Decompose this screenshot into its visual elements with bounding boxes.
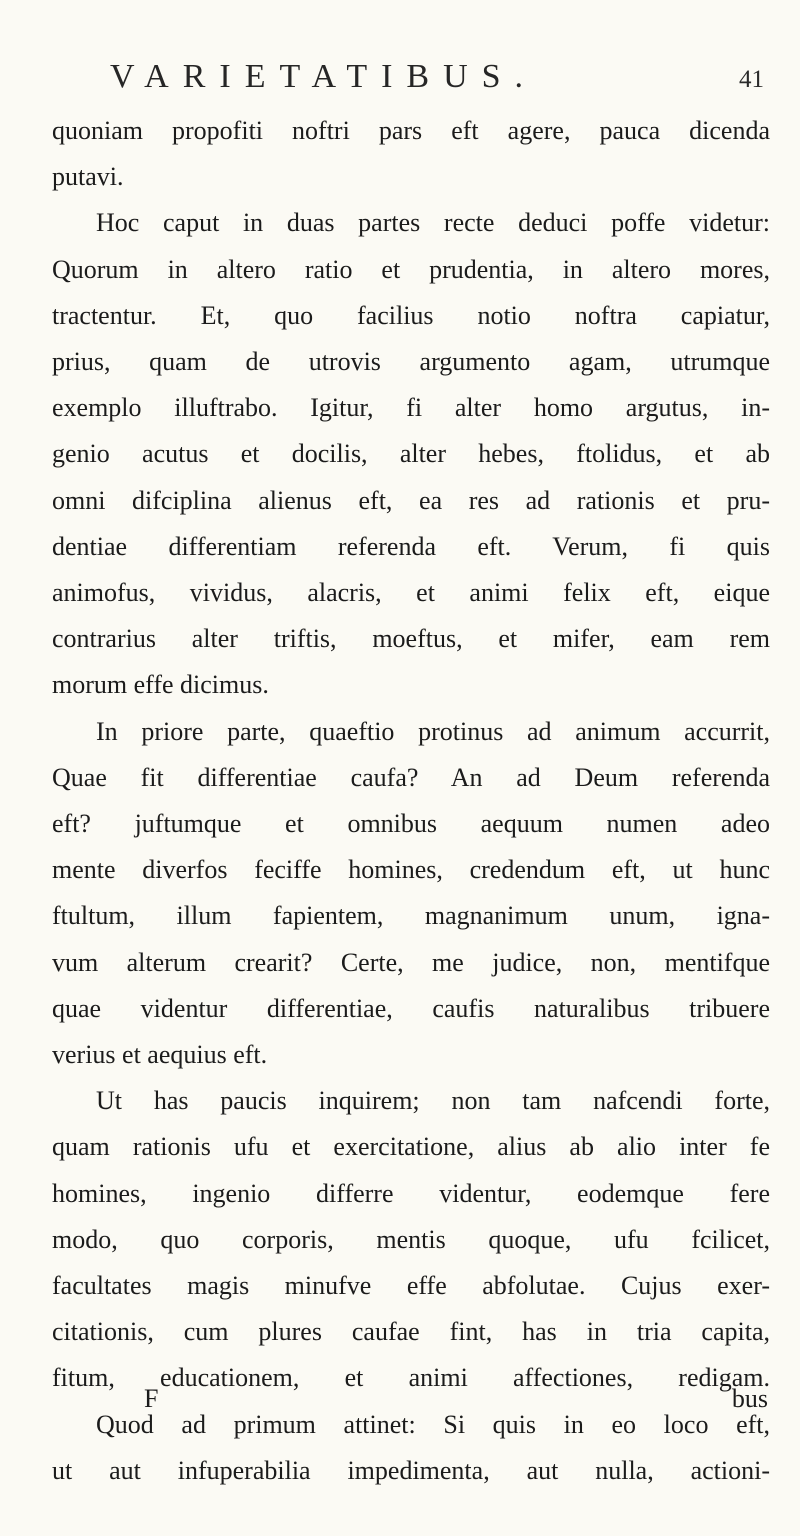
page-number: 41 xyxy=(739,66,764,93)
signature-mark: F xyxy=(144,1384,159,1413)
text-line: ftultum, illum fapientem, magnanimum unum, igna- xyxy=(52,901,770,931)
page-header xyxy=(52,54,770,104)
catchword: bus xyxy=(731,1384,768,1413)
text-line: quae videntur differentiae, caufis naturalibus tribuere xyxy=(52,993,770,1023)
text-line: omni difciplina alienus eft, ea res ad rationis et pru- xyxy=(52,485,770,515)
text-line: quam rationis ufu et exercitatione, alius ab alio inter fe xyxy=(52,1132,770,1162)
text-line: mente diverfos feciffe homines, credendum eft, ut hunc xyxy=(52,855,770,885)
text-line: vum alterum crearit? Certe, me judice, non, mentifque xyxy=(52,947,770,977)
page-footer xyxy=(52,1384,770,1424)
text-line: exemplo illuftrabo. Igitur, fi alter homo argutus, in- xyxy=(52,393,770,423)
text-line: ut aut infuperabilia impedimenta, aut nulla, actioni- xyxy=(52,1455,770,1485)
text-line: modo, quo corporis, mentis quoque, ufu fcilicet, xyxy=(52,1224,770,1254)
text-line: homines, ingenio differre videntur, eodemque fere xyxy=(52,1178,770,1208)
text-line: contrarius alter triftis, moeftus, et mifer, eam rem xyxy=(52,624,770,654)
text-line: facultates magis minufve effe abfolutae. Cujus exer- xyxy=(52,1271,770,1301)
text-line: Quae fit differentiae caufa? An ad Deum referenda xyxy=(52,762,770,792)
text-line: Quorum in altero ratio et prudentia, in altero mores, xyxy=(52,254,770,284)
text-line: Quod ad primum attinet: Si quis in eo loco eft, xyxy=(96,1409,770,1439)
text-line: citationis, cum plures caufae fint, has in tria capita, xyxy=(52,1317,770,1347)
text-line: quoniam propofiti noftri pars eft agere, pauca dicenda xyxy=(52,116,770,145)
running-title: VARIETATIBUS. xyxy=(110,58,538,95)
text-line: prius, quam de utrovis argumento agam, utrumque xyxy=(52,347,770,377)
text-line: morum effe dicimus. xyxy=(52,670,269,700)
text-line: animofus, vividus, alacris, et animi felix eft, eique xyxy=(52,578,770,608)
text-line: dentiae differentiam referenda eft. Verum, fi quis xyxy=(52,531,770,561)
text-line: putavi. xyxy=(52,162,124,192)
text-line: Hoc caput in duas partes recte deduci poffe videtur: xyxy=(96,208,770,238)
text-line: verius et aequius eft. xyxy=(52,1040,268,1070)
text-line: fitum, educationem, et animi affectiones, redigam. xyxy=(52,1363,770,1393)
body-text xyxy=(52,108,770,1494)
text-line: In priore parte, quaeftio protinus ad animum accurrit, xyxy=(96,716,770,746)
text-line: genio acutus et docilis, alter hebes, ftolidus, et ab xyxy=(52,439,770,469)
text-line: Ut has paucis inquirem; non tam nafcendi forte, xyxy=(96,1086,770,1116)
text-line: tractentur. Et, quo facilius notio noftra capiatur, xyxy=(52,300,770,330)
text-line: eft? juftumque et omnibus aequum numen adeo xyxy=(52,809,770,839)
